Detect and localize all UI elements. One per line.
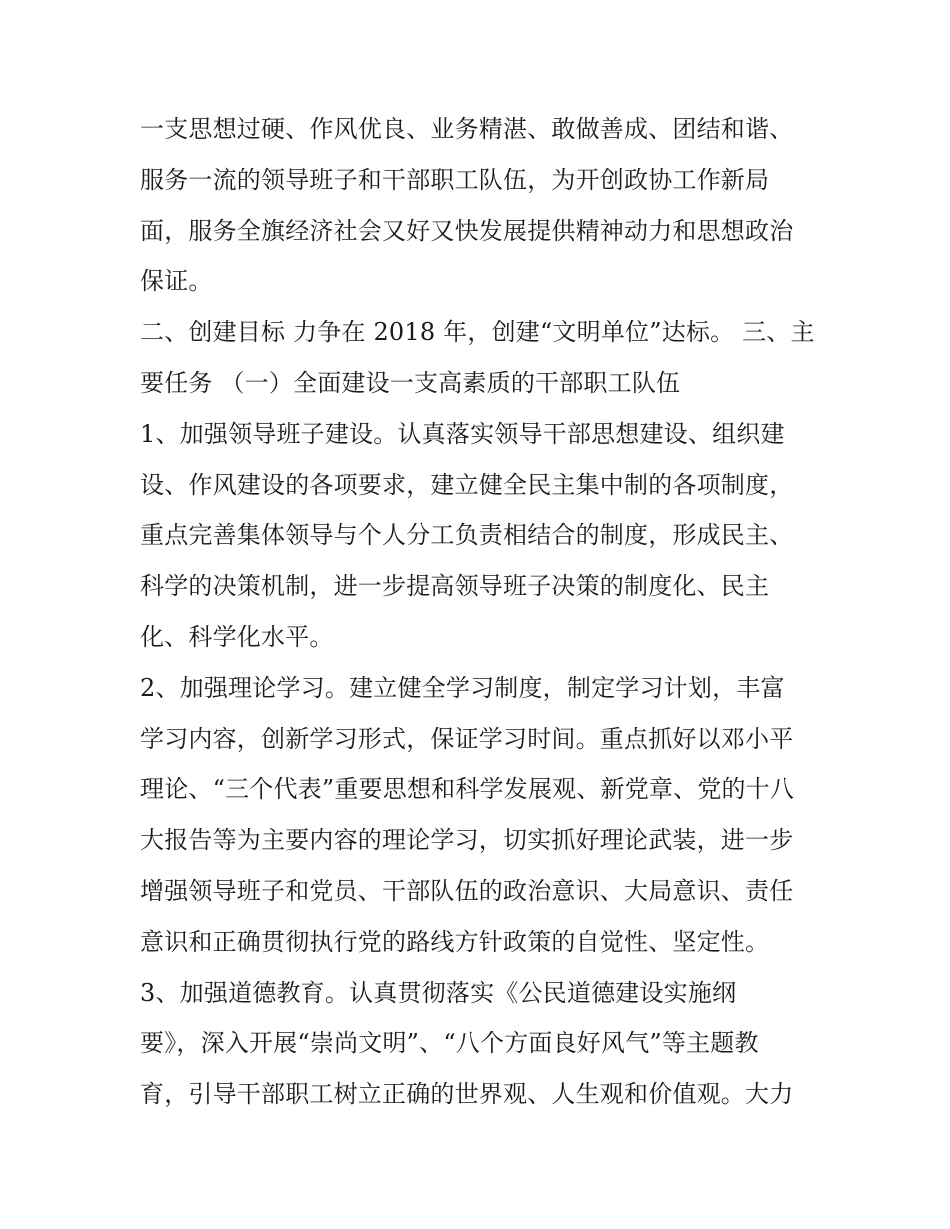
text-line: 面，服务全旗经济社会又好又快发展提供精神动力和思想政治 xyxy=(140,216,794,245)
text-line: 育，引导干部职工树立正确的世界观、人生观和价值观。大力 xyxy=(140,1080,794,1109)
text-line: 重点完善集体领导与个人分工负责相结合的制度，形成民主、 xyxy=(140,521,794,550)
text-line: 意识和正确贯彻执行党的路线方针政策的自觉性、坚定性。 xyxy=(140,927,770,956)
text-line: 2、加强理论学习。建立健全学习制度，制定学习计划，丰富 xyxy=(140,673,785,702)
text-line: 理论、“三个代表”重要思想和科学发展观、新党章、党的十八 xyxy=(140,775,795,804)
text-line: 服务一流的领导班子和干部职工队伍，为开创政协工作新局 xyxy=(140,165,770,194)
body-text xyxy=(140,104,820,1120)
text-line: 1、加强领导班子建设。认真落实领导干部思想建设、组织建 xyxy=(140,419,785,448)
text-line: 科学的决策机制，进一步提高领导班子决策的制度化、民主 xyxy=(140,572,770,601)
text-line: 保证。 xyxy=(140,267,213,296)
text-line: 大报告等为主要内容的理论学习，切实抓好理论武装，进一步 xyxy=(140,826,794,855)
text-line: 学习内容，创新学习形式，保证学习时间。重点抓好以邓小平 xyxy=(140,724,794,753)
text-line: 要任务 （一）全面建设一支高素质的干部职工队伍 xyxy=(140,368,681,397)
text-line: 增强领导班子和党员、干部队伍的政治意识、大局意识、责任 xyxy=(140,876,794,905)
text-line: 要》，深入开展“崇尚文明”、“八个方面良好风气”等主题教 xyxy=(140,1029,759,1058)
text-line: 设、作风建设的各项要求，建立健全民主集中制的各项制度， xyxy=(140,470,794,499)
text-line: 一支思想过硬、作风优良、业务精湛、敢做善成、团结和谐、 xyxy=(140,115,794,143)
text-line: 3、加强道德教育。认真贯彻落实《公民道德建设实施纲 xyxy=(140,978,737,1007)
text-line: 化、科学化水平。 xyxy=(140,622,334,651)
text-line: 二、创建目标 力争在 2018 年，创建“文明单位”达标。 三、主 xyxy=(140,318,815,347)
